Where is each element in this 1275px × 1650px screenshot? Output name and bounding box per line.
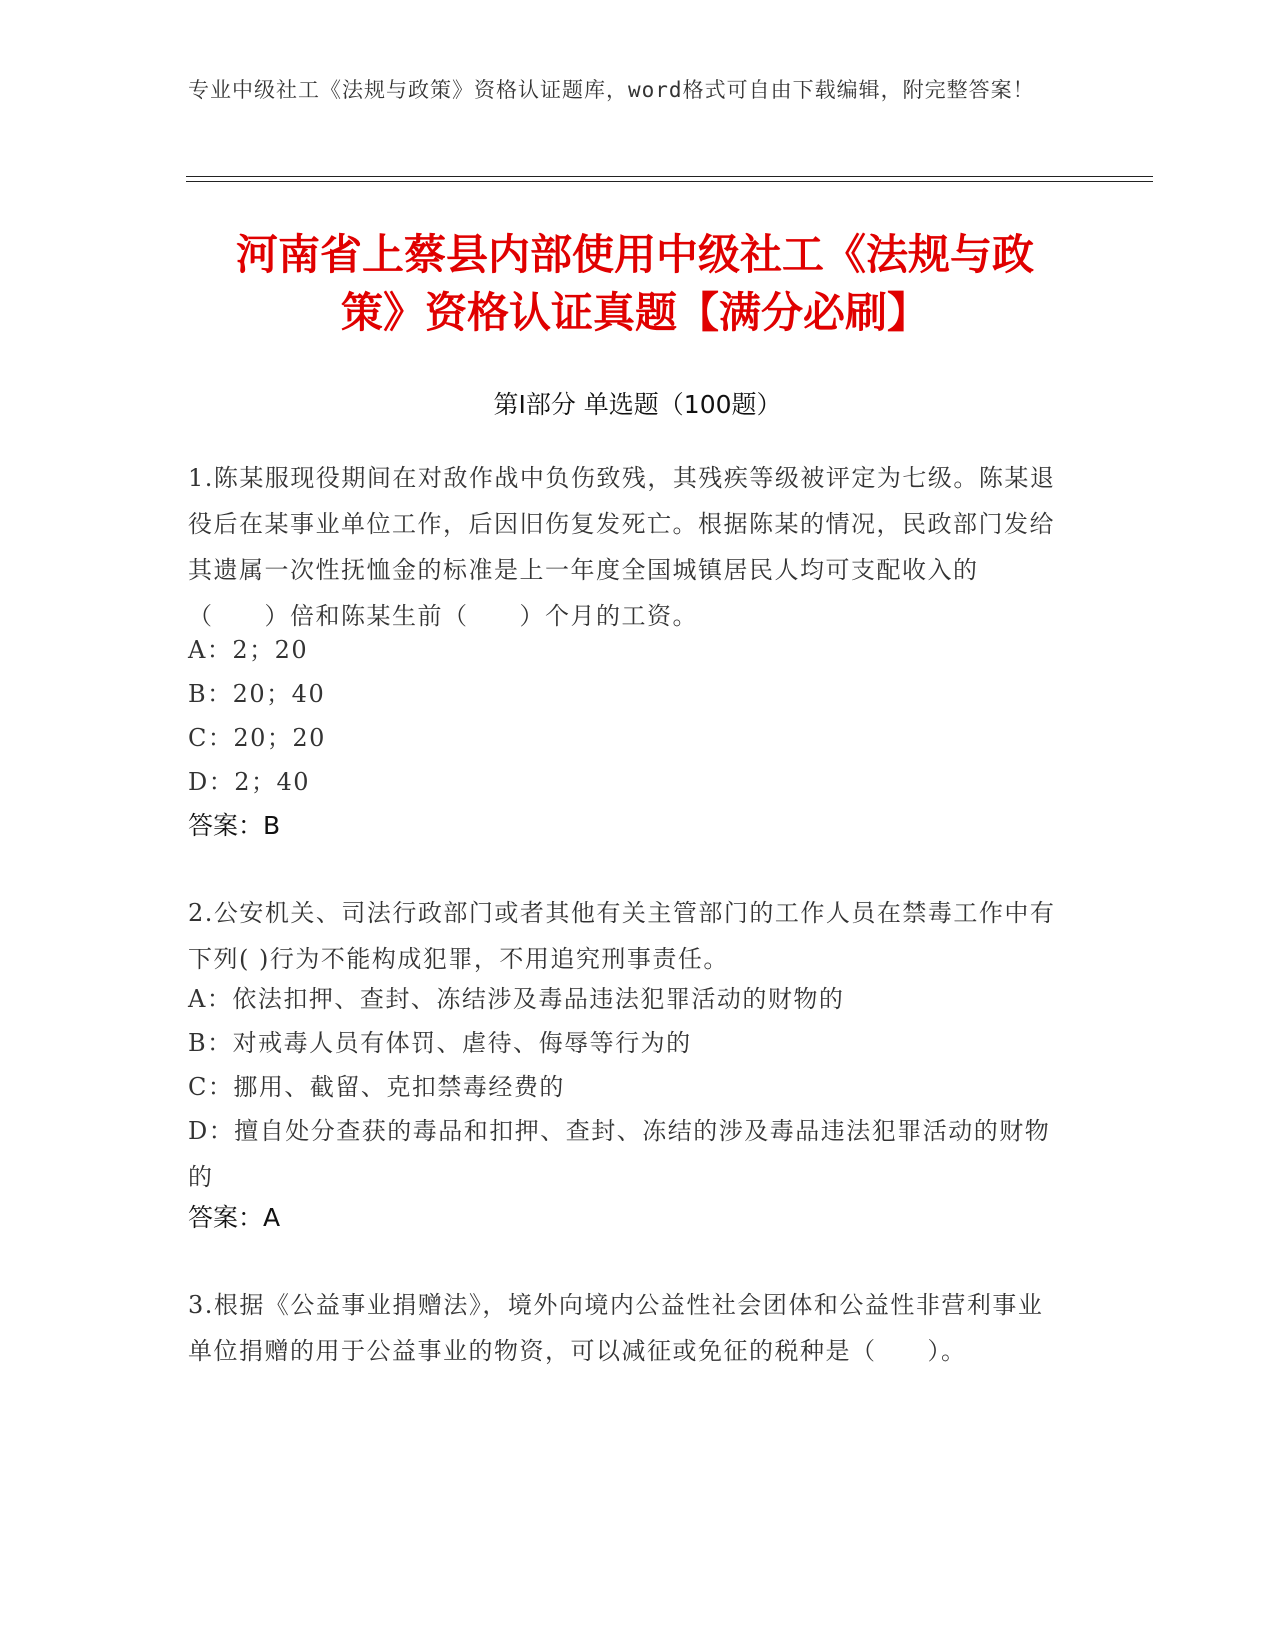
question-2-option-b: B：对戒毒人员有体罚、虐待、侮辱等行为的 bbox=[188, 1029, 692, 1057]
question-2-option-c: C：挪用、截留、克扣禁毒经费的 bbox=[188, 1073, 565, 1101]
answer-label: 答案： bbox=[188, 1203, 264, 1232]
document-title bbox=[190, 226, 1080, 342]
answer-value: B bbox=[263, 811, 281, 840]
question-1-option-c: C：20；20 bbox=[188, 724, 326, 752]
question-3-stem: 3.根据《公益事业捐赠法》，境外向境内公益性社会团体和公益性非营利事业单位捐赠的用于公益事业的物资，可以减征或免征的税种是（ ）。 bbox=[188, 1291, 1044, 1365]
question-2-answer bbox=[188, 1195, 280, 1241]
header-divider-bottom bbox=[186, 181, 1153, 182]
question-1-option-d: D：2；40 bbox=[188, 768, 311, 796]
document-title-line-2: 策》资格认证真题【满分必刷】 bbox=[340, 288, 929, 337]
answer-label: 答案： bbox=[188, 811, 264, 840]
question-1-option-b: B：20；40 bbox=[188, 680, 326, 708]
section-title: 第I部分 单选题（100题） bbox=[493, 390, 782, 419]
question-2-option-a: A：依法扣押、查封、冻结涉及毒品违法犯罪活动的财物的 bbox=[188, 985, 845, 1013]
header-note: 专业中级社工《法规与政策》资格认证题库，word格式可自由下载编辑，附完整答案！ bbox=[188, 78, 1035, 102]
question-1-stem: 1.陈某服现役期间在对敌作战中负伤致残，其残疾等级被评定为七级。陈某退役后在某事业单位工作，后因旧伤复发死亡。根据陈某的情况，民政部门发给其遗属一次性抚恤金的标准是上一年度全国城镇居民人均可支配收入的（ ）倍和陈某生前（ ）个月的工资。 bbox=[188, 464, 1056, 630]
document-title-line-1: 河南省上蔡县内部使用中级社工《法规与政 bbox=[235, 230, 1034, 279]
question-2-stem: 2.公安机关、司法行政部门或者其他有关主管部门的工作人员在禁毒工作中有下列( )行为不能构成犯罪，不用追究刑事责任。 bbox=[188, 899, 1056, 973]
question-1-option-a: A：2；20 bbox=[188, 636, 309, 664]
question-1-answer bbox=[188, 803, 280, 849]
question-2-option-d: D：擅自处分查获的毒品和扣押、查封、冻结的涉及毒品违法犯罪活动的财物的 bbox=[188, 1117, 1051, 1191]
answer-value: A bbox=[263, 1203, 281, 1232]
header-divider-top bbox=[186, 176, 1153, 177]
